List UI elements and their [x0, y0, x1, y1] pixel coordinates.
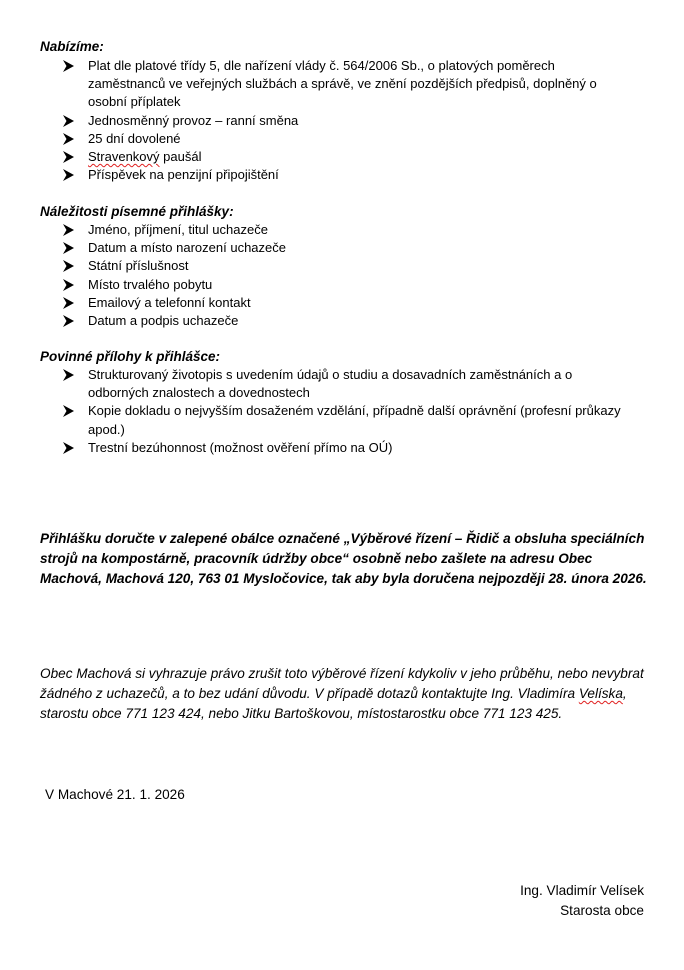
signatory-name: Ing. Vladimír Velísek [520, 883, 644, 898]
list-item: Jméno, příjmení, titul uchazeče [62, 221, 622, 239]
arrowhead-bullet-icon [62, 276, 76, 294]
list-item: Datum a podpis uchazeče [62, 312, 622, 330]
arrowhead-bullet-icon [62, 294, 76, 312]
section-heading-application-requirements: Náležitosti písemné přihlášky: [40, 204, 234, 219]
list-item: Strukturovaný životopis s uvedením údajů o studiu a dosavadních zaměstnáních a o odborných znalostech a dovednostech [62, 366, 622, 402]
list-item: Trestní bezúhonnost (možnost ověření přímo na OÚ) [62, 439, 622, 457]
section-heading-offer: Nabízíme: [40, 39, 104, 54]
signature-block [520, 881, 644, 921]
list-item: Kopie dokladu o nejvyšším dosaženém vzdělání, případně další oprávnění (profesní průkazy apod.) [62, 402, 622, 438]
signatory-title: Starosta obce [560, 903, 644, 918]
arrowhead-bullet-icon [62, 439, 76, 457]
arrowhead-bullet-icon [62, 239, 76, 257]
mandatory-attachments-list [62, 366, 622, 457]
submission-instructions: Přihlášku doručte v zalepené obálce označené „Výběrové řízení – Řidič a obsluha speciálních strojů na kompostárně, pracovník údržby obce“ osobně nebo zašlete na adresu Obec Machová, Machová 120, 763 01 Mysločovice, tak aby byla doručena nejpozději 28. února 2026. [40, 531, 647, 586]
spellcheck-word[interactable]: Stravenkový [88, 149, 160, 165]
list-item: Datum a místo narození uchazeče [62, 239, 622, 257]
section-heading-mandatory-attachments: Povinné přílohy k přihlášce: [40, 349, 221, 364]
arrowhead-bullet-icon [62, 112, 76, 130]
place-date: V Machové 21. 1. 2026 [45, 787, 185, 802]
arrowhead-bullet-icon [62, 221, 76, 239]
list-item: Státní příslušnost [62, 257, 622, 275]
arrowhead-bullet-icon [62, 57, 76, 75]
application-requirements-list [62, 221, 622, 330]
offer-list [62, 57, 622, 184]
arrowhead-bullet-icon [62, 148, 76, 166]
list-item: Příspěvek na penzijní připojištění [62, 166, 622, 184]
arrowhead-bullet-icon [62, 366, 76, 384]
arrowhead-bullet-icon [62, 257, 76, 275]
list-item: 25 dní dovolené [62, 130, 622, 148]
reservation-notice: Obec Machová si vyhrazuje právo zrušit toto výběrové řízení kdykoliv v jeho průběhu, nebo nevybrat žádného z uchazečů, a to bez udání důvodu. V případě dotazů kontaktujte Ing. Vladimíra Velíska, starostu obce 771 123 424, nebo Jitku Bartoškovou, místostarostku obce 771 123 425. [40, 666, 644, 721]
arrowhead-bullet-icon [62, 130, 76, 148]
arrowhead-bullet-icon [62, 402, 76, 420]
list-item: Jednosměnný provoz – ranní směna [62, 112, 622, 130]
arrowhead-bullet-icon [62, 166, 76, 184]
list-item: Stravenkový paušál [62, 148, 622, 166]
list-item: Plat dle platové třídy 5, dle nařízení vlády č. 564/2006 Sb., o platových poměrech zaměstnanců ve veřejných službách a správě, ve znění pozdějších předpisů, doplněný o osobní příplatek [62, 57, 622, 112]
list-item: Emailový a telefonní kontakt [62, 294, 622, 312]
spellcheck-word[interactable]: Velíska [578, 686, 623, 701]
arrowhead-bullet-icon [62, 312, 76, 330]
list-item: Místo trvalého pobytu [62, 276, 622, 294]
